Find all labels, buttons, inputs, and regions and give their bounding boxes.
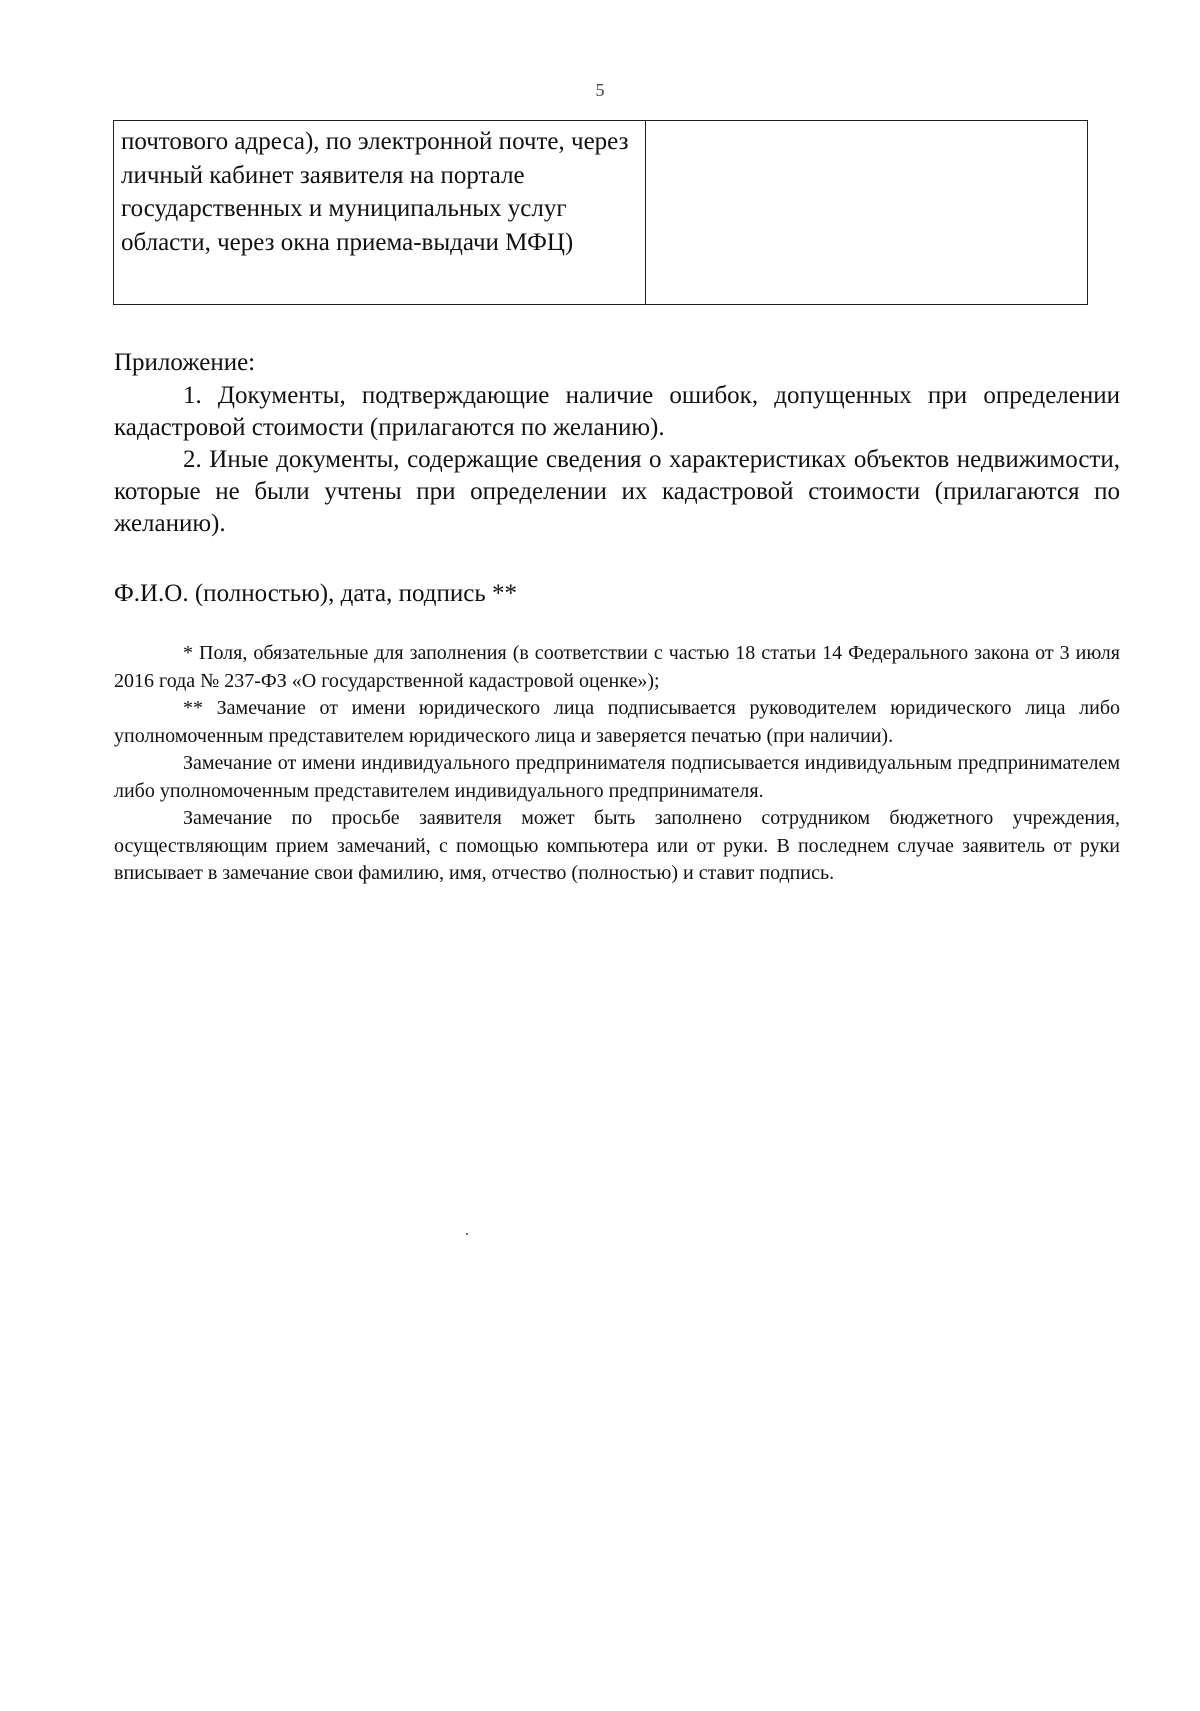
delivery-method-table bbox=[113, 120, 1088, 305]
table-cell-delivery-methods: почтового адреса), по электронной почте, через личный кабинет заявителя на портале государственных и муниципальных услуг области, через окна приема-выдачи МФЦ) bbox=[114, 121, 646, 304]
table-cell-empty bbox=[646, 121, 1087, 304]
footnote-legal-entity: ** Замечание от имени юридического лица подписывается руководителем юридического лица либо уполномоченным представителем юридического лица и заверяется печатью (при наличии). bbox=[114, 697, 1120, 747]
appendix-item-1: 1. Документы, подтверждающие наличие ошибок, допущенных при определении кадастровой стоимости (прилагаются по желанию). bbox=[114, 382, 1120, 441]
footnote-required-fields: * Поля, обязательные для заполнения (в соответствии с частью 18 статьи 14 Федерального закона от 3 июля 2016 года № 237-ФЗ «О государственной кадастровой оценке»); bbox=[114, 642, 1120, 692]
appendix-title: Приложение: bbox=[114, 349, 256, 376]
scan-speck bbox=[466, 1233, 468, 1235]
appendix-item-2: 2. Иные документы, содержащие сведения о характеристиках объектов недвижимости, которые не были учтены при определении их кадастровой стоимости (прилагаются по желанию). bbox=[114, 446, 1120, 537]
footnotes bbox=[114, 640, 1120, 888]
page-number: 5 bbox=[595, 80, 605, 100]
footnote-filled-by-staff: Замечание по просьбе заявителя может быть заполнено сотрудником бюджетного учреждения, осуществляющим прием замечаний, с помощью компьютера или от руки. В последнем случае заявитель от руки вписывает в замечание свои фамилию, имя, отчество (полностью) и ставит подпись. bbox=[114, 807, 1120, 884]
footnote-individual-entrepreneur: Замечание от имени индивидуального предпринимателя подписывается индивидуальным предпринимателем либо уполномоченным представителем индивидуального предпринимателя. bbox=[114, 752, 1120, 802]
signature-label: Ф.И.О. (полностью), дата, подпись ** bbox=[114, 580, 518, 607]
appendix-list bbox=[114, 380, 1120, 540]
